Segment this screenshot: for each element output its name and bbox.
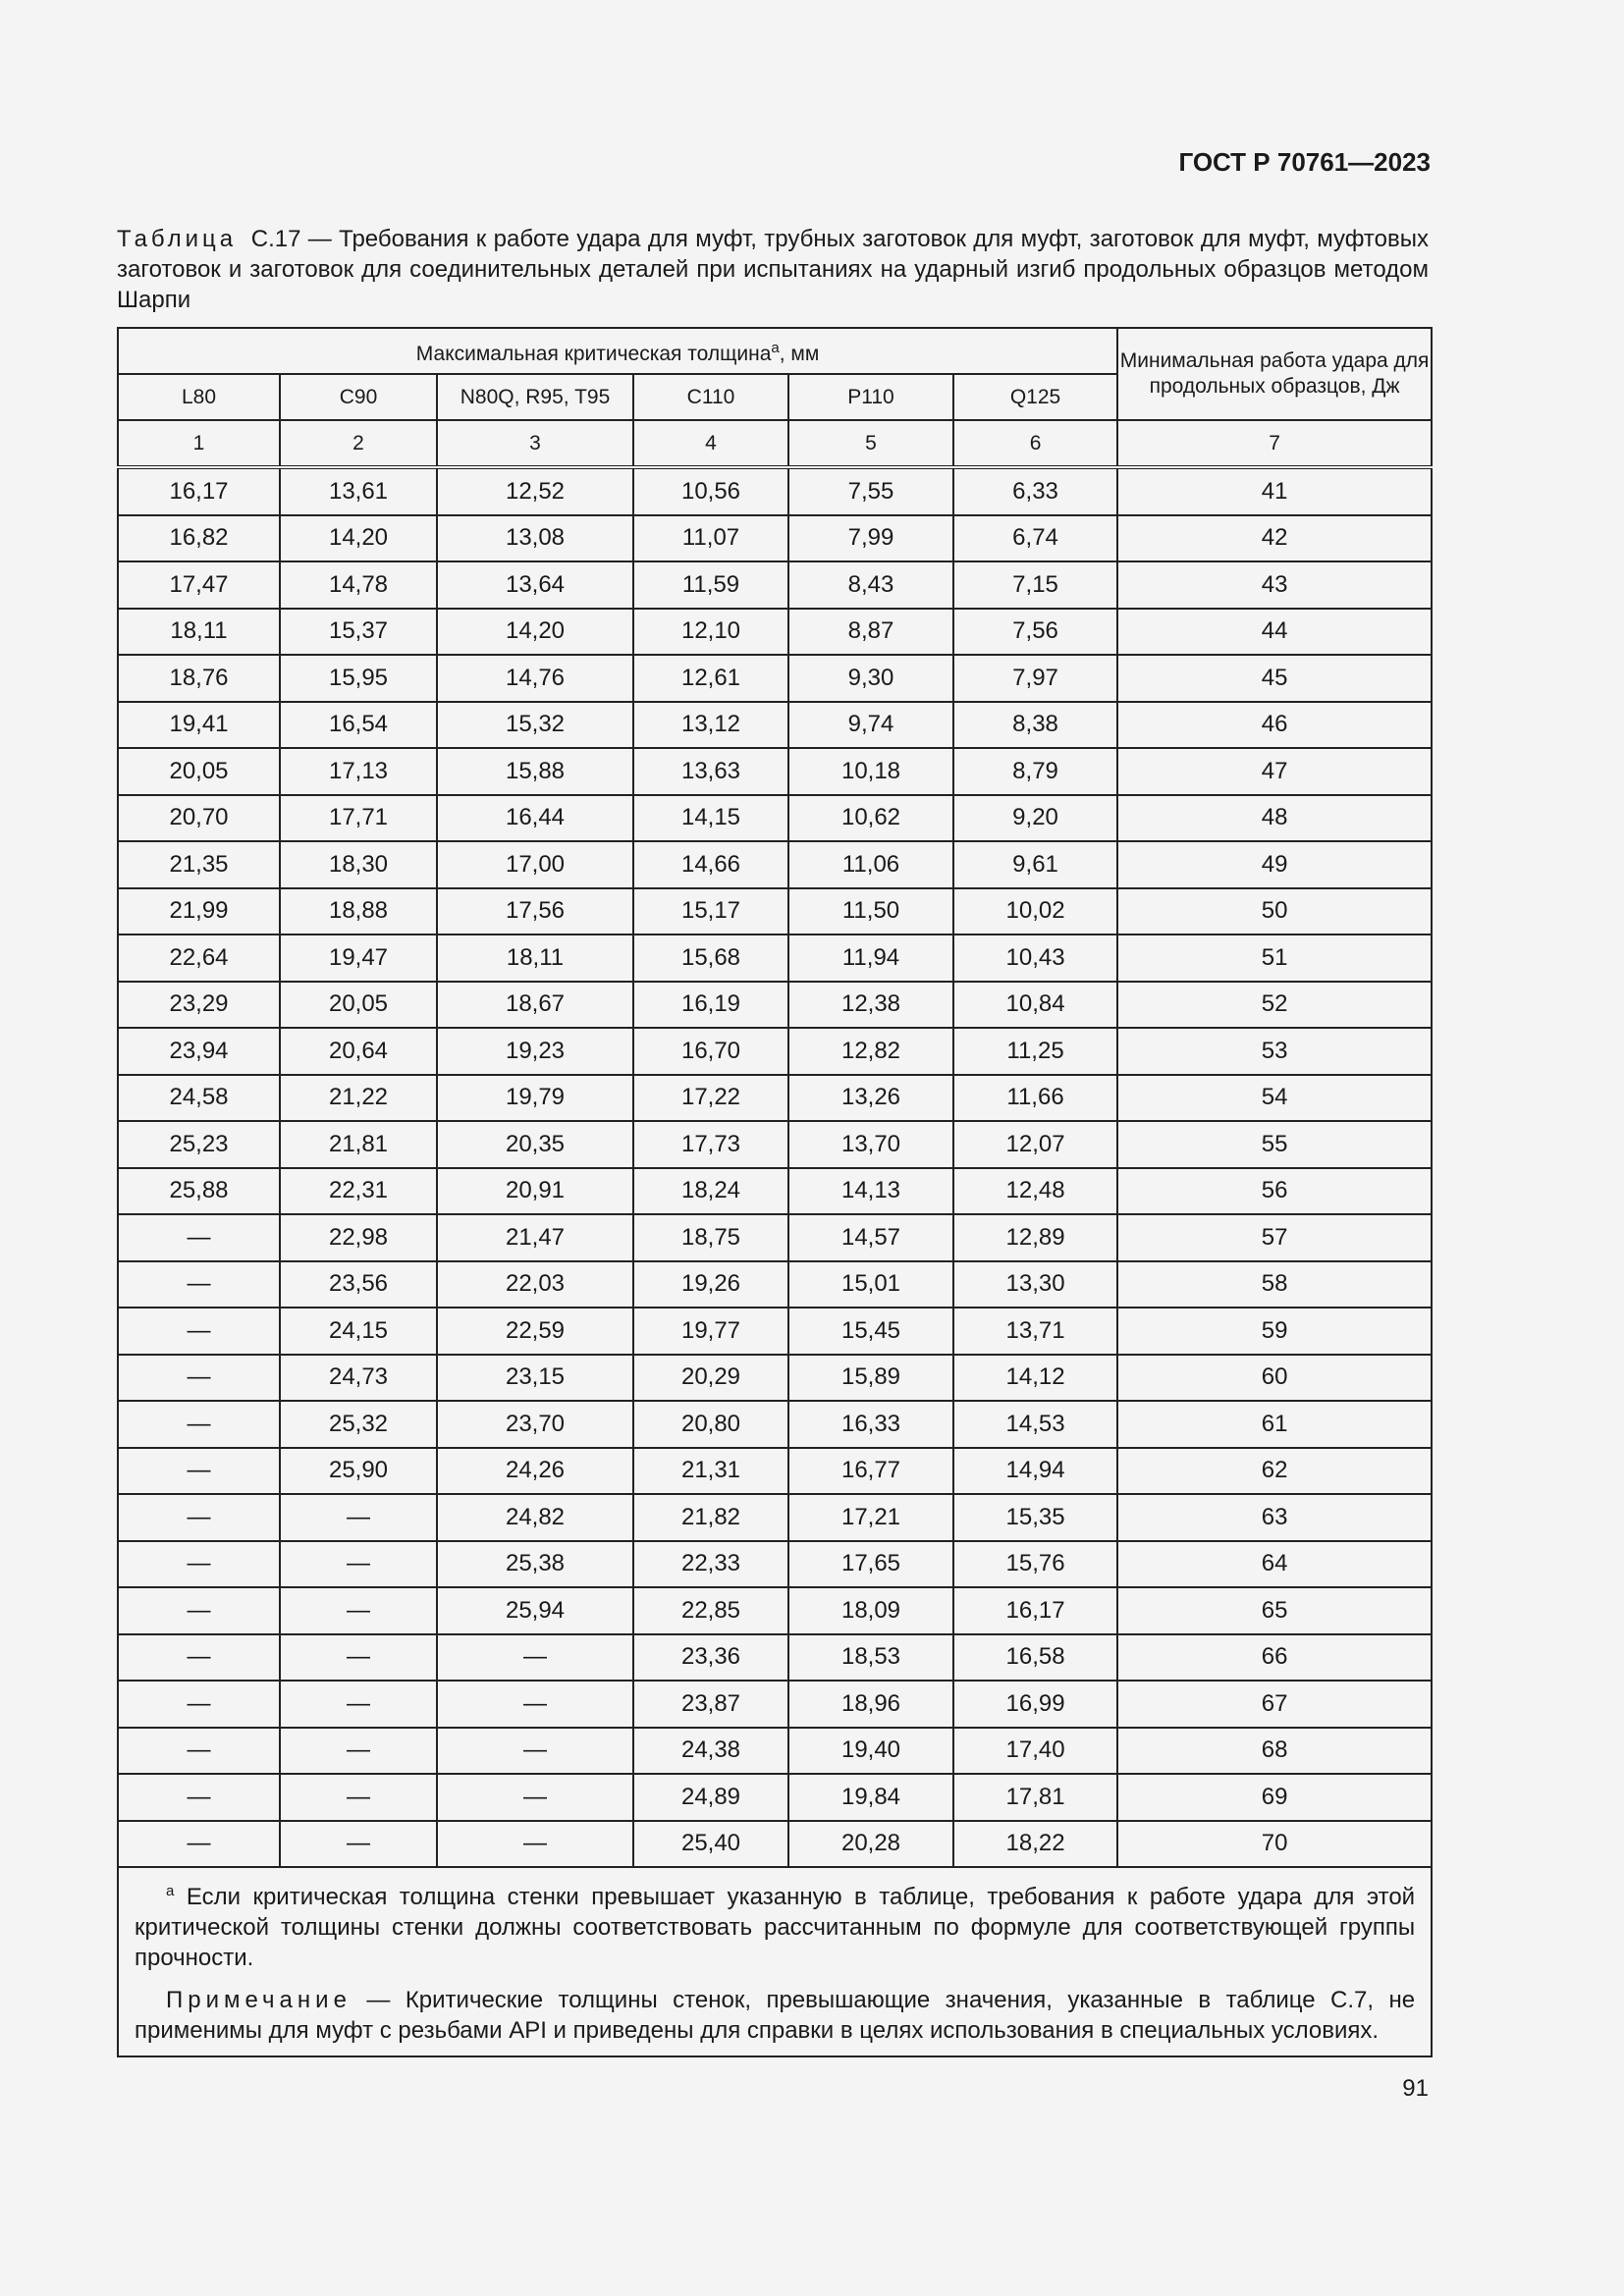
table-cell: 8,87 bbox=[788, 609, 953, 656]
table-cell: 25,23 bbox=[118, 1121, 280, 1168]
table-row bbox=[118, 467, 1432, 515]
column-header: C110 bbox=[633, 374, 788, 420]
table-cell: 53 bbox=[1117, 1028, 1432, 1075]
table-cell: 22,03 bbox=[437, 1261, 633, 1308]
table-cell: 18,53 bbox=[788, 1634, 953, 1682]
table-cell: 18,75 bbox=[633, 1214, 788, 1261]
table-cell: 65 bbox=[1117, 1587, 1432, 1634]
table-cell: 21,22 bbox=[280, 1075, 437, 1122]
table-cell: 16,17 bbox=[953, 1587, 1117, 1634]
table-cell: 42 bbox=[1117, 515, 1432, 562]
table-cell: 19,40 bbox=[788, 1728, 953, 1775]
table-row bbox=[118, 1774, 1432, 1821]
table-cell: 25,90 bbox=[280, 1448, 437, 1495]
table-footer bbox=[118, 1867, 1432, 2056]
table-cell: — bbox=[280, 1774, 437, 1821]
table-cell: 24,73 bbox=[280, 1355, 437, 1402]
table-row bbox=[118, 1028, 1432, 1075]
table-cell: 12,10 bbox=[633, 609, 788, 656]
table-row bbox=[118, 1681, 1432, 1728]
table-row bbox=[118, 982, 1432, 1029]
table-cell: 41 bbox=[1117, 467, 1432, 515]
table-cell: 22,64 bbox=[118, 934, 280, 982]
table-cell: 18,67 bbox=[437, 982, 633, 1029]
table-row bbox=[118, 1494, 1432, 1541]
table-cell: 14,53 bbox=[953, 1401, 1117, 1448]
page-number: 91 bbox=[1402, 2075, 1429, 2102]
table-cell: — bbox=[437, 1681, 633, 1728]
table-cell: 46 bbox=[1117, 702, 1432, 749]
table-cell: 13,30 bbox=[953, 1261, 1117, 1308]
table-cell: 18,11 bbox=[437, 934, 633, 982]
table-cell: 22,98 bbox=[280, 1214, 437, 1261]
table-cell: 17,47 bbox=[118, 561, 280, 609]
table-cell: 16,58 bbox=[953, 1634, 1117, 1682]
table-cell: 24,82 bbox=[437, 1494, 633, 1541]
table-cell: 13,61 bbox=[280, 467, 437, 515]
table-cell: 20,64 bbox=[280, 1028, 437, 1075]
table-cell: 20,28 bbox=[788, 1821, 953, 1868]
table-cell: 17,22 bbox=[633, 1075, 788, 1122]
table-cell: 19,84 bbox=[788, 1774, 953, 1821]
table-cell: — bbox=[118, 1401, 280, 1448]
table-cell: 18,24 bbox=[633, 1168, 788, 1215]
table-row bbox=[118, 1821, 1432, 1868]
table-cell: — bbox=[280, 1494, 437, 1541]
table-cell: 16,77 bbox=[788, 1448, 953, 1495]
table-row bbox=[118, 1401, 1432, 1448]
table-cell: 43 bbox=[1117, 561, 1432, 609]
table-row bbox=[118, 934, 1432, 982]
table-cell: 14,94 bbox=[953, 1448, 1117, 1495]
table-cell: 24,15 bbox=[280, 1308, 437, 1355]
table-cell: 64 bbox=[1117, 1541, 1432, 1588]
table-cell: 9,61 bbox=[953, 841, 1117, 888]
table-cell: 20,29 bbox=[633, 1355, 788, 1402]
table-cell: 63 bbox=[1117, 1494, 1432, 1541]
group-header: Максимальная критическая толщина$^a$, мм bbox=[118, 328, 1117, 374]
table-cell: 9,74 bbox=[788, 702, 953, 749]
table-cell: — bbox=[118, 1774, 280, 1821]
table-cell: 15,76 bbox=[953, 1541, 1117, 1588]
table-cell: 11,59 bbox=[633, 561, 788, 609]
table-cell: 13,08 bbox=[437, 515, 633, 562]
note: Примечание — Критические толщины стенок, превышающие значения, указанные в таблице С.7, не применимы для муфт с резьбами API и приведены для справки в целях использования в специальных условиях. bbox=[135, 1987, 1416, 2044]
column-number: 2 bbox=[280, 420, 437, 467]
table-cell: 21,99 bbox=[118, 888, 280, 935]
table-cell: — bbox=[280, 1587, 437, 1634]
table-cell: 16,54 bbox=[280, 702, 437, 749]
table-cell: 17,73 bbox=[633, 1121, 788, 1168]
column-header: P110 bbox=[788, 374, 953, 420]
table-cell: 17,56 bbox=[437, 888, 633, 935]
table-cell: 23,94 bbox=[118, 1028, 280, 1075]
table-cell: 15,35 bbox=[953, 1494, 1117, 1541]
table-cell: 15,37 bbox=[280, 609, 437, 656]
table-cell: 23,36 bbox=[633, 1634, 788, 1682]
table-cell: 17,65 bbox=[788, 1541, 953, 1588]
column-header: Q125 bbox=[953, 374, 1117, 420]
table-cell: 16,44 bbox=[437, 795, 633, 842]
table-row bbox=[118, 1634, 1432, 1682]
table-row bbox=[118, 515, 1432, 562]
table-cell: 24,89 bbox=[633, 1774, 788, 1821]
table-row bbox=[118, 1448, 1432, 1495]
table-cell: 7,55 bbox=[788, 467, 953, 515]
table-cell: 14,12 bbox=[953, 1355, 1117, 1402]
table-row bbox=[118, 1587, 1432, 1634]
table-cell: 6,74 bbox=[953, 515, 1117, 562]
table-row bbox=[118, 1121, 1432, 1168]
table-row bbox=[118, 609, 1432, 656]
table-cell: — bbox=[118, 1214, 280, 1261]
table-cell: 13,64 bbox=[437, 561, 633, 609]
table-cell: — bbox=[280, 1821, 437, 1868]
table-cell: 15,68 bbox=[633, 934, 788, 982]
table-cell: 24,38 bbox=[633, 1728, 788, 1775]
table-cell: 14,66 bbox=[633, 841, 788, 888]
table-cell: 10,43 bbox=[953, 934, 1117, 982]
table-cell: 18,09 bbox=[788, 1587, 953, 1634]
table-cell: 22,31 bbox=[280, 1168, 437, 1215]
table-row bbox=[118, 888, 1432, 935]
table-cell: 25,94 bbox=[437, 1587, 633, 1634]
table-cell: 21,31 bbox=[633, 1448, 788, 1495]
table-cell: — bbox=[118, 1587, 280, 1634]
table-cell: — bbox=[280, 1541, 437, 1588]
table-cell: 19,23 bbox=[437, 1028, 633, 1075]
table-cell: 20,35 bbox=[437, 1121, 633, 1168]
table-cell: 14,13 bbox=[788, 1168, 953, 1215]
table-cell: 16,99 bbox=[953, 1681, 1117, 1728]
table-cell: 22,59 bbox=[437, 1308, 633, 1355]
column-number: 3 bbox=[437, 420, 633, 467]
table-cell: 16,19 bbox=[633, 982, 788, 1029]
table-cell: — bbox=[437, 1821, 633, 1868]
table-cell: 18,96 bbox=[788, 1681, 953, 1728]
table-cell: 17,71 bbox=[280, 795, 437, 842]
table-cell: 45 bbox=[1117, 655, 1432, 702]
table-cell: 20,91 bbox=[437, 1168, 633, 1215]
table-cell: 47 bbox=[1117, 748, 1432, 795]
table-cell: 7,56 bbox=[953, 609, 1117, 656]
table-cell: 67 bbox=[1117, 1681, 1432, 1728]
table-cell: — bbox=[118, 1494, 280, 1541]
table-cell: 44 bbox=[1117, 609, 1432, 656]
table-cell: 17,81 bbox=[953, 1774, 1117, 1821]
table-cell: 23,29 bbox=[118, 982, 280, 1029]
table-cell: 55 bbox=[1117, 1121, 1432, 1168]
table-cell: 20,05 bbox=[118, 748, 280, 795]
table-cell: 15,95 bbox=[280, 655, 437, 702]
table-cell: 24,58 bbox=[118, 1075, 280, 1122]
table-cell: 58 bbox=[1117, 1261, 1432, 1308]
table-cell: 14,78 bbox=[280, 561, 437, 609]
table-cell: 8,43 bbox=[788, 561, 953, 609]
table-cell: 51 bbox=[1117, 934, 1432, 982]
table-cell: 12,89 bbox=[953, 1214, 1117, 1261]
table-row bbox=[118, 561, 1432, 609]
table-cell: 21,47 bbox=[437, 1214, 633, 1261]
table-cell: 18,76 bbox=[118, 655, 280, 702]
table-cell: 11,50 bbox=[788, 888, 953, 935]
table-cell: 17,21 bbox=[788, 1494, 953, 1541]
table-cell: — bbox=[118, 1681, 280, 1728]
table-cell: 62 bbox=[1117, 1448, 1432, 1495]
column-number: 6 bbox=[953, 420, 1117, 467]
table-cell: 60 bbox=[1117, 1355, 1432, 1402]
document-code: ГОСТ Р 70761—2023 bbox=[1178, 147, 1431, 177]
table-cell: 13,63 bbox=[633, 748, 788, 795]
impact-work-table bbox=[117, 327, 1433, 2057]
table-cell: 8,38 bbox=[953, 702, 1117, 749]
table-cell: 10,02 bbox=[953, 888, 1117, 935]
table-cell: 10,84 bbox=[953, 982, 1117, 1029]
table-row bbox=[118, 1214, 1432, 1261]
table-cell: 13,12 bbox=[633, 702, 788, 749]
min-impact-header: Минимальная работа удара для продольных образцов, Дж bbox=[1117, 328, 1432, 420]
table-cell: 66 bbox=[1117, 1634, 1432, 1682]
table-cell: 7,97 bbox=[953, 655, 1117, 702]
table-cell: — bbox=[118, 1308, 280, 1355]
table-cell: 11,07 bbox=[633, 515, 788, 562]
table-cell: 16,33 bbox=[788, 1401, 953, 1448]
table-cell: — bbox=[118, 1448, 280, 1495]
table-cell: 49 bbox=[1117, 841, 1432, 888]
table-row bbox=[118, 1541, 1432, 1588]
table-cell: 20,70 bbox=[118, 795, 280, 842]
table-row bbox=[118, 702, 1432, 749]
table-cell: 68 bbox=[1117, 1728, 1432, 1775]
table-cell: 14,20 bbox=[280, 515, 437, 562]
table-cell: 13,26 bbox=[788, 1075, 953, 1122]
table-cell: 11,06 bbox=[788, 841, 953, 888]
table-row bbox=[118, 1728, 1432, 1775]
table-cell: — bbox=[118, 1355, 280, 1402]
table-cell: 21,82 bbox=[633, 1494, 788, 1541]
column-number: 7 bbox=[1117, 420, 1432, 467]
table-cell: — bbox=[280, 1634, 437, 1682]
table-cell: 12,61 bbox=[633, 655, 788, 702]
table-cell: 23,70 bbox=[437, 1401, 633, 1448]
table-cell: 19,41 bbox=[118, 702, 280, 749]
table-cell: 23,56 bbox=[280, 1261, 437, 1308]
table-cell: 15,17 bbox=[633, 888, 788, 935]
table-cell: 9,20 bbox=[953, 795, 1117, 842]
table-cell: 17,00 bbox=[437, 841, 633, 888]
table-row bbox=[118, 1355, 1432, 1402]
table-cell: 52 bbox=[1117, 982, 1432, 1029]
table-cell: 50 bbox=[1117, 888, 1432, 935]
footnote: $^a$ Если критическая толщина стенки превышает указанную в таблице, требования к работе удара для этой критической толщины стенки должны соответствовать рассчитанным по формуле для соответствующей группы прочности. bbox=[135, 1883, 1416, 1971]
table-cell: 11,66 bbox=[953, 1075, 1117, 1122]
table-cell: 14,57 bbox=[788, 1214, 953, 1261]
table-cell: — bbox=[118, 1634, 280, 1682]
table-cell: — bbox=[280, 1681, 437, 1728]
table-cell: 11,94 bbox=[788, 934, 953, 982]
column-number: 1 bbox=[118, 420, 280, 467]
table-cell: 21,81 bbox=[280, 1121, 437, 1168]
table-cell: 19,47 bbox=[280, 934, 437, 982]
table-row bbox=[118, 1075, 1432, 1122]
table-cell: 16,70 bbox=[633, 1028, 788, 1075]
table-cell: 13,71 bbox=[953, 1308, 1117, 1355]
table-cell: 12,38 bbox=[788, 982, 953, 1029]
table-cell: 15,88 bbox=[437, 748, 633, 795]
table-cell: 16,82 bbox=[118, 515, 280, 562]
table-cell: — bbox=[280, 1728, 437, 1775]
table-cell: 16,17 bbox=[118, 467, 280, 515]
table-cell: 18,11 bbox=[118, 609, 280, 656]
table-cell: 22,33 bbox=[633, 1541, 788, 1588]
table-cell: 12,48 bbox=[953, 1168, 1117, 1215]
table-cell: 25,32 bbox=[280, 1401, 437, 1448]
column-header: N80Q, R95, T95 bbox=[437, 374, 633, 420]
table-cell: 14,15 bbox=[633, 795, 788, 842]
table-cell: 57 bbox=[1117, 1214, 1432, 1261]
table-cell: 14,76 bbox=[437, 655, 633, 702]
table-cell: 18,88 bbox=[280, 888, 437, 935]
column-header: L80 bbox=[118, 374, 280, 420]
caption-text: С.17 — Требования к работе удара для муфт, трубных заготовок для муфт, заготовок для муфт, муфтовых заготовок и заготовок для соединительных деталей при испытаниях на ударный изгиб продольных образцов методом Шарпи bbox=[117, 226, 1429, 313]
table-cell: 69 bbox=[1117, 1774, 1432, 1821]
caption-label: Таблица bbox=[117, 226, 238, 252]
table-cell: 18,22 bbox=[953, 1821, 1117, 1868]
table-cell: — bbox=[118, 1728, 280, 1775]
table-cell: 19,79 bbox=[437, 1075, 633, 1122]
table-cell: 11,25 bbox=[953, 1028, 1117, 1075]
table-cell: — bbox=[437, 1728, 633, 1775]
table-row bbox=[118, 1308, 1432, 1355]
table-cell: 7,15 bbox=[953, 561, 1117, 609]
table-cell: 17,13 bbox=[280, 748, 437, 795]
table-cell: 12,07 bbox=[953, 1121, 1117, 1168]
table-cell: 24,26 bbox=[437, 1448, 633, 1495]
table-cell: 12,52 bbox=[437, 467, 633, 515]
table-row bbox=[118, 1168, 1432, 1215]
table-caption bbox=[117, 224, 1429, 315]
table-cell: 15,89 bbox=[788, 1355, 953, 1402]
table-cell: 25,38 bbox=[437, 1541, 633, 1588]
table-cell: 8,79 bbox=[953, 748, 1117, 795]
table-cell: 9,30 bbox=[788, 655, 953, 702]
table-cell: 48 bbox=[1117, 795, 1432, 842]
table-row bbox=[118, 748, 1432, 795]
table-cell: 70 bbox=[1117, 1821, 1432, 1868]
table-cell: 14,20 bbox=[437, 609, 633, 656]
table-cell: 23,15 bbox=[437, 1355, 633, 1402]
table-cell: — bbox=[437, 1634, 633, 1682]
column-header: C90 bbox=[280, 374, 437, 420]
table-cell: 13,70 bbox=[788, 1121, 953, 1168]
table-cell: 22,85 bbox=[633, 1587, 788, 1634]
table-row bbox=[118, 795, 1432, 842]
table-cell: 7,99 bbox=[788, 515, 953, 562]
table-cell: — bbox=[118, 1261, 280, 1308]
table-cell: 21,35 bbox=[118, 841, 280, 888]
table-cell: 59 bbox=[1117, 1308, 1432, 1355]
table-cell: — bbox=[437, 1774, 633, 1821]
table-cell: 10,18 bbox=[788, 748, 953, 795]
table-cell: 10,56 bbox=[633, 467, 788, 515]
table-cell: 6,33 bbox=[953, 467, 1117, 515]
table-cell: 20,05 bbox=[280, 982, 437, 1029]
table-cell: 15,45 bbox=[788, 1308, 953, 1355]
table-cell: 12,82 bbox=[788, 1028, 953, 1075]
table-cell: — bbox=[118, 1821, 280, 1868]
table-cell: 17,40 bbox=[953, 1728, 1117, 1775]
table-cell: 18,30 bbox=[280, 841, 437, 888]
column-number: 4 bbox=[633, 420, 788, 467]
column-number: 5 bbox=[788, 420, 953, 467]
table-cell: 23,87 bbox=[633, 1681, 788, 1728]
table-row bbox=[118, 1261, 1432, 1308]
table-row bbox=[118, 655, 1432, 702]
table-cell: 25,88 bbox=[118, 1168, 280, 1215]
table-cell: 10,62 bbox=[788, 795, 953, 842]
table-row bbox=[118, 841, 1432, 888]
table-cell: 54 bbox=[1117, 1075, 1432, 1122]
table-cell: 25,40 bbox=[633, 1821, 788, 1868]
table-cell: 19,26 bbox=[633, 1261, 788, 1308]
table-cell: — bbox=[118, 1541, 280, 1588]
table-cell: 19,77 bbox=[633, 1308, 788, 1355]
table-cell: 15,32 bbox=[437, 702, 633, 749]
table-cell: 61 bbox=[1117, 1401, 1432, 1448]
table-cell: 15,01 bbox=[788, 1261, 953, 1308]
table-cell: 56 bbox=[1117, 1168, 1432, 1215]
table-cell: 20,80 bbox=[633, 1401, 788, 1448]
